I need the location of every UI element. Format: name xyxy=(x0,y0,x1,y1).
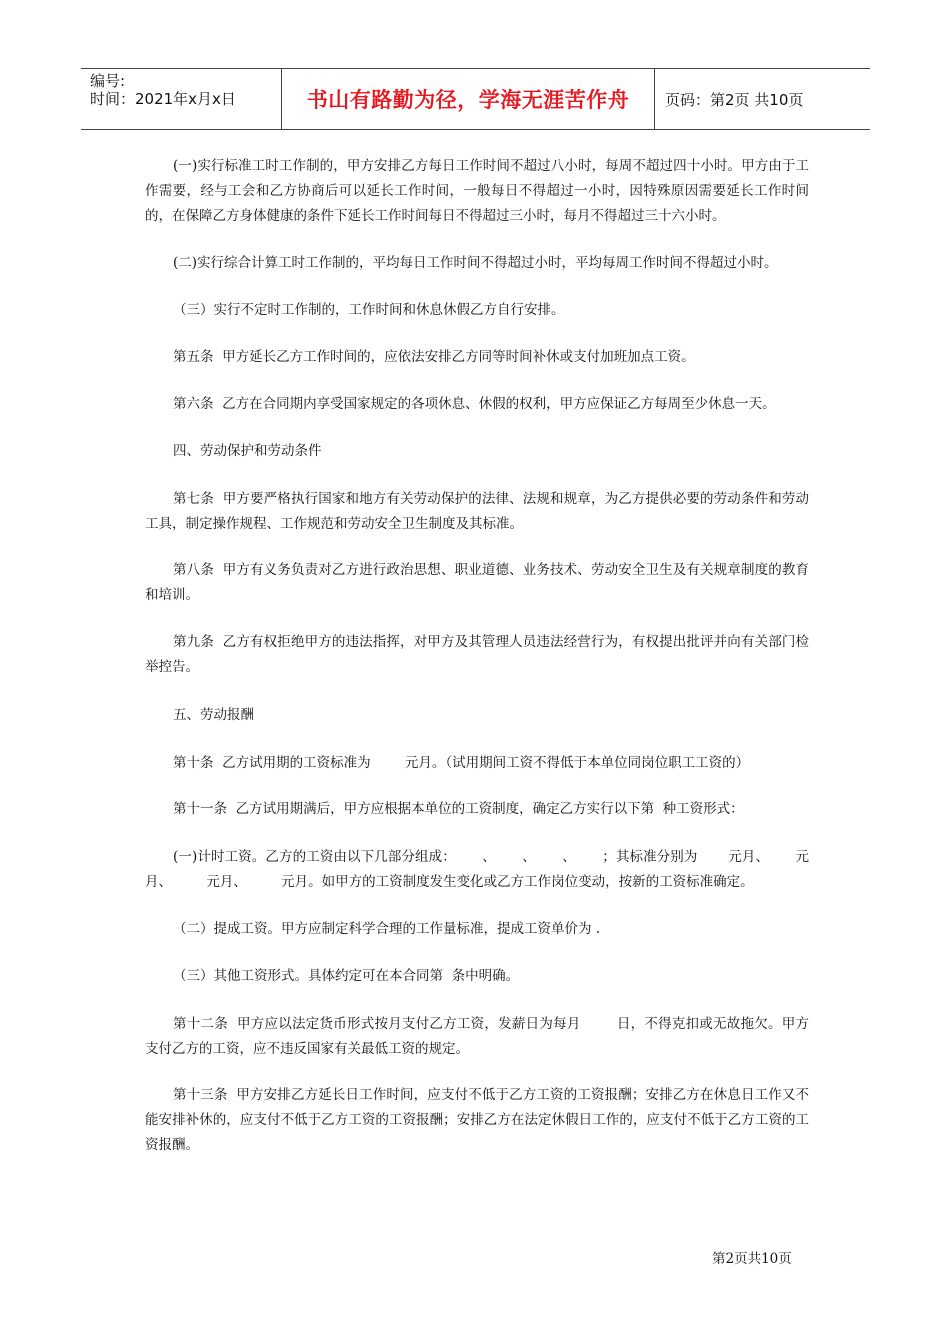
header-meta xyxy=(81,69,281,129)
paragraph: 第十三条 甲方安排乙方延长日工作时间，应支付不低于乙方工资的工资报酬；安排乙方在休息日工作又不能安排补休的，应支付不低于乙方工资的工资报酬；安排乙方在法定休假日工作的，应支付不低于乙方工资的工资报酬。 xyxy=(145,1087,809,1153)
paragraph: 第八条 甲方有义务负责对乙方进行政治思想、职业道德、业务技术、劳动安全卫生及有关规章制度的教育和培训。 xyxy=(145,562,809,603)
paragraph: (一)实行标准工时工作制的，甲方安排乙方每日工作时间不超过八小时，每周不超过四十小时。甲方由于工作需要，经与工会和乙方协商后可以延长工作时间，一般每日不得超过一小时，因特殊原因需要延长工作时间的，在保障乙方身体健康的条件下延长工作时间每日不得超过三小时，每月不得超过三十六小时。 xyxy=(145,158,809,224)
paragraph: 第六条 乙方在合同期内享受国家规定的各项休息、休假的权利，甲方应保证乙方每周至少休息一天。 xyxy=(173,396,776,412)
section-heading: 五、劳动报酬 xyxy=(173,707,254,723)
paragraph: 第十一条 乙方试用期满后，甲方应根据本单位的工资制度，确定乙方实行以下第 种工资形式： xyxy=(173,801,744,817)
paragraph: (一)计时工资。乙方的工资由以下几部分组成： 、 、 、 ；其标准分别为 元月、 元月、 元月、 元月。如甲方的工资制度发生变化或乙方工作岗位变动，按新的工资标准确定。 xyxy=(145,849,809,890)
page-header xyxy=(81,68,870,130)
paragraph: 第五条 甲方延长乙方工作时间的，应依法安排乙方同等时间补休或支付加班加点工资。 xyxy=(173,349,695,365)
paragraph: 第九条 乙方有权拒绝甲方的违法指挥，对甲方及其管理人员违法经营行为，有权提出批评并向有关部门检举控告。 xyxy=(145,634,809,675)
document-date: 时间：2021年x月x日 xyxy=(90,90,236,108)
page-footer: 第2页共10页 xyxy=(712,1251,792,1267)
paragraph: （三）实行不定时工作制的，工作时间和休息休假乙方自行安排。 xyxy=(173,302,565,318)
paragraph: 第七条 甲方要严格执行国家和地方有关劳动保护的法律、法规和规章，为乙方提供必要的劳动条件和劳动工具，制定操作规程、工作规范和劳动安全卫生制度及其标准。 xyxy=(145,491,809,532)
header-page-info: 页码：第2页 共10页 xyxy=(665,90,804,109)
paragraph: 第十二条 甲方应以法定货币形式按月支付乙方工资，发薪日为每月 日，不得克扣或无故拖欠。甲方支付乙方的工资，应不违反国家有关最低工资的规定。 xyxy=(145,1016,809,1057)
paragraph: （三）其他工资形式。具体约定可在本合同第 条中明确。 xyxy=(173,968,520,984)
section-heading: 四、劳动保护和劳动条件 xyxy=(173,443,322,459)
paragraph: （二）提成工资。甲方应制定科学合理的工作量标准，提成工资单价为 . xyxy=(173,921,601,937)
document-number-label: 编号: xyxy=(90,72,126,90)
header-motto: 书山有路勤为径，学海无涯苦作舟 xyxy=(281,69,655,129)
paragraph: (二)实行综合计算工时工作制的，平均每日工作时间不得超过小时，平均每周工作时间不得超过小时。 xyxy=(173,255,778,271)
paragraph: 第十条 乙方试用期的工资标准为 元月。（试用期间工资不得低于本单位同岗位职工工资的） xyxy=(173,755,750,771)
